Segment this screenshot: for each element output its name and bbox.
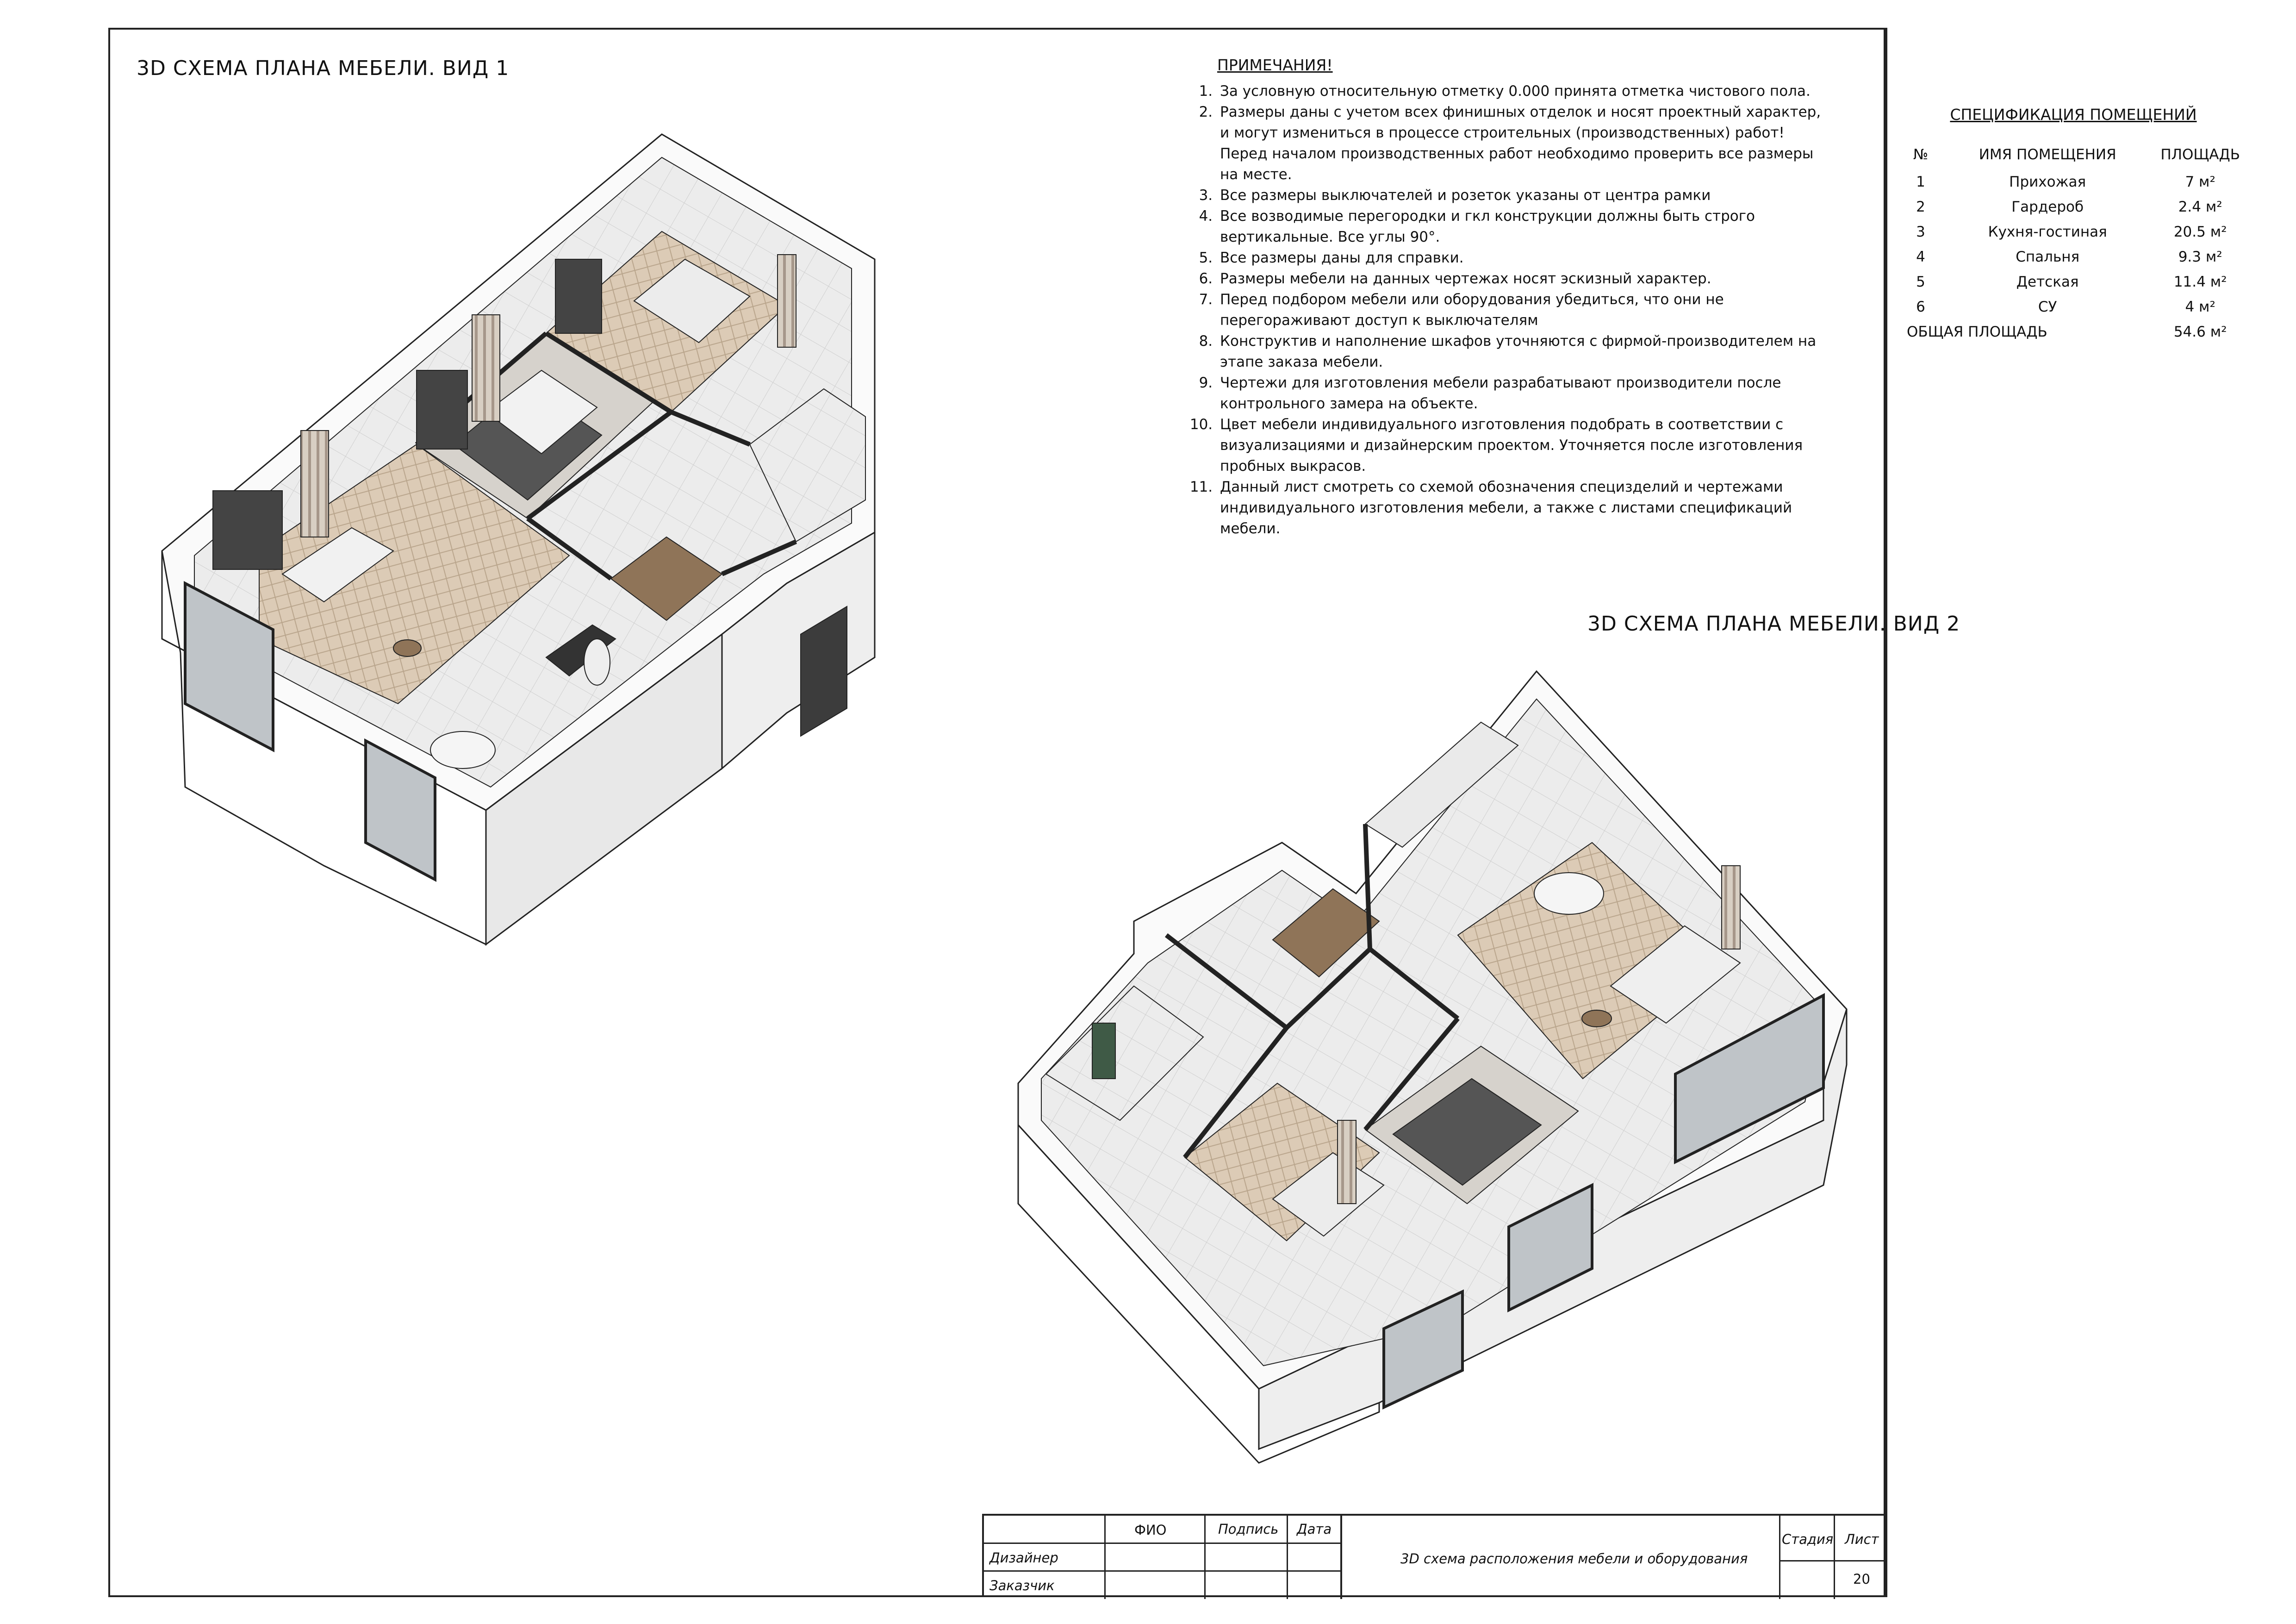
view-1-title: 3D СХЕМА ПЛАНА МЕБЕЛИ. ВИД 1 (137, 56, 510, 80)
spec-room: Прихожая (2009, 174, 2086, 190)
tb-divider (1287, 1516, 1288, 1599)
spec-table (1907, 142, 2240, 344)
note-item: 11. Данный лист смотреть со схемой обозначения специзделий и чертежами индивидуального изготовления мебели, а также с листами спецификаций мебели. (1217, 477, 1833, 539)
spec-room: СУ (2038, 299, 2057, 315)
spec-area: 9.3 м² (2178, 249, 2222, 265)
tb-date-label: Дата (1297, 1521, 1332, 1537)
title-block (982, 1514, 1885, 1597)
tb-sheet-title: 3D схема расположения мебели и оборудования (1400, 1551, 1748, 1567)
spec-room: Гардероб (2011, 199, 2084, 215)
spec-header-name: ИМЯ ПОМЕЩЕНИЯ (1979, 146, 2116, 163)
spec-number: 3 (1916, 224, 1925, 240)
tb-sheet-label: Лист (1845, 1531, 1879, 1547)
spec-number: 5 (1916, 274, 1925, 290)
spec-room: Детская (2016, 274, 2079, 290)
note-item: 8. Конструктив и наполнение шкафов уточняются с фирмой-производителем на этапе заказа мебели. (1217, 331, 1833, 373)
table-row (1907, 294, 2240, 319)
tb-sheet-number: 20 (1853, 1571, 1870, 1587)
spec-room: Спальня (2016, 249, 2080, 265)
note-item: 1. За условную относительную отметку 0.000 принята отметка чистового пола. (1217, 81, 1833, 102)
tb-divider (1779, 1560, 1887, 1562)
isometric-view-2 (1018, 671, 1847, 1463)
note-item: 2. Размеры даны с учетом всех финишных отделок и носят проектный характер, и могут измениться в процессе строительных (производственных) работ! Перед началом производственных работ необходимо проверить все размеры на месте. (1217, 102, 1833, 185)
tb-designer-label: Дизайнер (989, 1550, 1058, 1566)
isometric-view-1 (162, 134, 875, 944)
table-row (1907, 169, 2240, 194)
tb-fio-label: ФИО (1134, 1522, 1167, 1538)
note-item: 9. Чертежи для изготовления мебели разрабатывают производители после контрольного замера на объекте. (1217, 373, 1833, 414)
spec-area: 7 м² (2185, 174, 2215, 190)
view-2-title: 3D СХЕМА ПЛАНА МЕБЕЛИ. ВИД 2 (1587, 612, 1960, 636)
tb-client-label: Заказчик (989, 1578, 1055, 1593)
notes-heading: ПРИМЕЧАНИЯ! (1217, 56, 1333, 74)
spec-number: 6 (1916, 299, 1925, 315)
note-item: 3. Все размеры выключателей и розеток указаны от центра рамки (1217, 185, 1833, 206)
spec-total-value: 54.6 м² (2173, 324, 2227, 340)
note-item: 6. Размеры мебели на данных чертежах носят эскизный характер. (1217, 269, 1833, 289)
note-item: 5. Все размеры даны для справки. (1217, 248, 1833, 269)
table-row (1907, 219, 2240, 244)
spec-room: Кухня-гостиная (1988, 224, 2107, 240)
table-row (1907, 194, 2240, 219)
spec-header-row (1907, 142, 2240, 169)
room-specification (1907, 106, 2240, 344)
tb-divider (1104, 1516, 1106, 1599)
notes-block (1185, 55, 1833, 539)
tb-stage-label: Стадия (1782, 1531, 1834, 1547)
spec-area: 4 м² (2185, 299, 2215, 315)
spec-header-area: ПЛОЩАДЬ (2160, 146, 2240, 163)
tb-divider (1834, 1516, 1835, 1599)
note-item: 4. Все возводимые перегородки и гкл конструкции должны быть строго вертикальные. Все углы 90°. (1217, 206, 1833, 248)
spec-number: 1 (1916, 174, 1925, 190)
table-row (1907, 244, 2240, 269)
spec-area: 20.5 м² (2173, 224, 2227, 240)
spec-area: 11.4 м² (2173, 274, 2227, 290)
tb-divider (1340, 1516, 1342, 1599)
tb-signature-label: Подпись (1218, 1521, 1279, 1537)
spec-number: 2 (1916, 199, 1925, 215)
note-item: 10. Цвет мебели индивидуального изготовления подобрать в соответствии с визуализациями и дизайнерским проектом. Уточняется после изготовления пробных выкрасов. (1217, 414, 1833, 477)
table-row (1907, 269, 2240, 294)
spec-total-row (1907, 319, 2240, 344)
spec-number: 4 (1916, 249, 1925, 265)
note-item: 7. Перед подбором мебели или оборудования убедиться, что они не перегораживают доступ к выключателям (1217, 289, 1833, 331)
spec-title: СПЕЦИФИКАЦИЯ ПОМЕЩЕНИЙ (1950, 106, 2197, 124)
tb-divider (1779, 1516, 1780, 1599)
spec-header-number: № (1913, 146, 1929, 163)
spec-area: 2.4 м² (2178, 199, 2222, 215)
tb-divider (1204, 1516, 1206, 1599)
spec-total-label: ОБЩАЯ ПЛОЩАДЬ (1907, 324, 2047, 340)
